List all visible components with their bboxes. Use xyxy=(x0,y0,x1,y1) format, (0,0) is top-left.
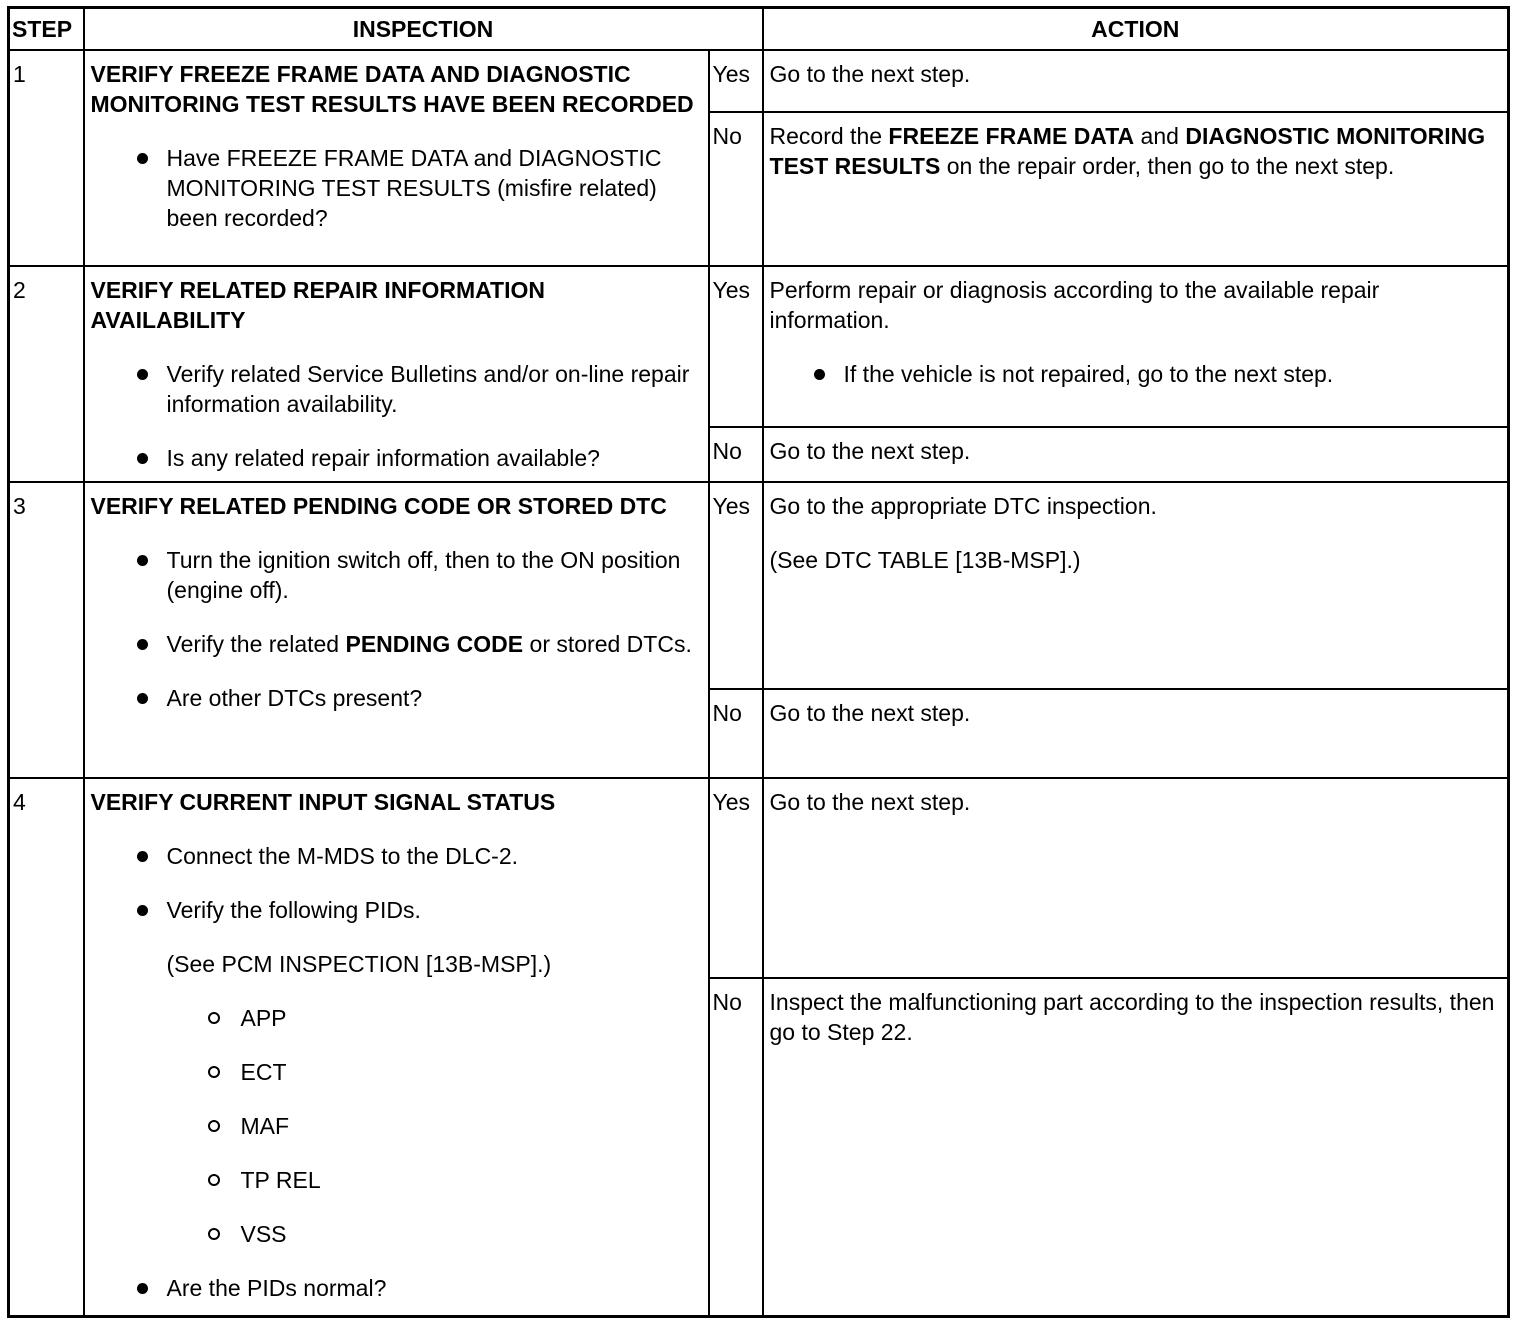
pid-item: MAF xyxy=(91,1111,702,1141)
step-1-inspection xyxy=(84,50,709,266)
yes-action: Go to the next step. xyxy=(763,778,1509,978)
no-action: Go to the next step. xyxy=(763,689,1509,778)
step-title: VERIFY CURRENT INPUT SIGNAL STATUS xyxy=(90,789,556,815)
yes-label: Yes xyxy=(709,482,763,689)
step-number: 4 xyxy=(9,778,84,1316)
text: Record the xyxy=(769,123,889,149)
pid-item: APP xyxy=(91,1003,702,1033)
yes-action: Go to the next step. xyxy=(763,50,1509,112)
bold-text: FREEZE FRAME DATA xyxy=(888,123,1135,149)
bullet-item: Verify related Service Bulletins and/or on-line repair information availability. xyxy=(91,359,702,419)
action-text: Go to the appropriate DTC inspection. xyxy=(769,493,1157,519)
pid-item: ECT xyxy=(91,1057,702,1087)
step-title: VERIFY FREEZE FRAME DATA AND DIAGNOSTIC MONITORING TEST RESULTS HAVE BEEN RECORDED xyxy=(90,61,694,117)
action-header: ACTION xyxy=(763,8,1509,51)
step-4-inspection xyxy=(84,778,709,1316)
step-number: 2 xyxy=(9,266,84,482)
diagnostic-table xyxy=(7,6,1510,1318)
text: on the repair order, then go to the next step. xyxy=(940,153,1395,179)
bullet-item: Are the PIDs normal? xyxy=(91,1273,702,1303)
step-number: 3 xyxy=(9,482,84,778)
text: or stored DTCs. xyxy=(523,631,692,657)
step-title: VERIFY RELATED PENDING CODE OR STORED DTC xyxy=(90,493,667,519)
bullet-item: Verify the following PIDs. xyxy=(91,895,702,925)
pid-item: TP REL xyxy=(91,1165,702,1195)
no-action: Inspect the malfunctioning part according to the inspection results, then go to Step 22. xyxy=(763,978,1509,1316)
bullet-item: Turn the ignition switch off, then to the ON position (engine off). xyxy=(91,545,702,605)
step-title: VERIFY RELATED REPAIR INFORMATION AVAILABILITY xyxy=(90,277,545,333)
yes-label: Yes xyxy=(709,266,763,427)
step-header: STEP xyxy=(9,8,84,51)
bold-text: DIAGNOSTIC MONITORING TEST RESULTS xyxy=(769,123,1486,179)
diagnostic-table-wrapper xyxy=(7,6,1510,1318)
step-1-yes-row xyxy=(9,50,1509,112)
text: and xyxy=(1134,123,1186,149)
bold-text: PENDING CODE xyxy=(345,631,524,657)
no-label: No xyxy=(709,689,763,778)
no-label: No xyxy=(709,427,763,482)
bullet-item: Have FREEZE FRAME DATA and DIAGNOSTIC MONITORING TEST RESULTS (misfire related) been recorded? xyxy=(91,143,702,233)
step-3-yes-row xyxy=(9,482,1509,689)
bullet-item: If the vehicle is not repaired, go to the next step. xyxy=(770,359,1502,389)
step-3-inspection xyxy=(84,482,709,778)
bullet-item: Are other DTCs present? xyxy=(91,683,702,713)
reference-text: (See DTC TABLE [13B-MSP].) xyxy=(769,547,1081,573)
yes-label: Yes xyxy=(709,778,763,978)
header-row xyxy=(9,8,1509,51)
yes-action xyxy=(763,482,1509,689)
no-action xyxy=(763,112,1509,266)
step-2-yes-row xyxy=(9,266,1509,427)
action-text: Perform repair or diagnosis according to the available repair information. xyxy=(769,277,1380,333)
no-label: No xyxy=(709,112,763,266)
bullet-item xyxy=(91,629,702,659)
inspection-header: INSPECTION xyxy=(84,8,763,51)
step-number: 1 xyxy=(9,50,84,266)
yes-label: Yes xyxy=(709,50,763,112)
no-label: No xyxy=(709,978,763,1316)
bullet-item: Is any related repair information available? xyxy=(91,443,702,473)
step-2-inspection xyxy=(84,266,709,482)
bullet-item: Connect the M-MDS to the DLC-2. xyxy=(91,841,702,871)
no-action: Go to the next step. xyxy=(763,427,1509,482)
pid-item: VSS xyxy=(91,1219,702,1249)
yes-action xyxy=(763,266,1509,427)
text: Verify the related xyxy=(166,631,346,657)
step-4-yes-row xyxy=(9,778,1509,978)
reference-text: (See PCM INSPECTION [13B-MSP].) xyxy=(166,951,552,977)
